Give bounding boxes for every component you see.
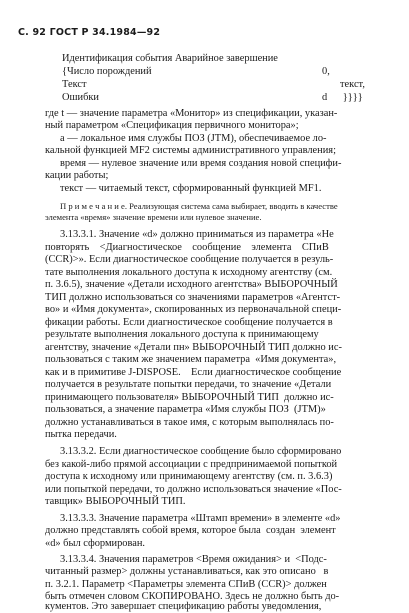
paragraph-line: агентству, значение «Детали пн» ВЫБОРОЧНЫЙ ТИП должно ис- [45,342,342,353]
paragraph-line: доступа к исходному или принимающему агентству (см. п. 3.6.3) [45,471,333,482]
paragraph-line: кументов. Это завершает спецификацию работы уведомления, [45,601,322,612]
paragraph-line: 3.13.3.4. Значения параметров <Время ожидания> и <Подс- [60,554,327,565]
paragraph-line: повторять <Диагностическое сообщение элемента СПиВ [45,242,329,253]
paragraph-line: принимающего пользователя» ВЫБОРОЧНЫЙ ТИП должно ис- [45,392,334,403]
paragraph-line: пытка передачи. [45,429,117,440]
definition-line: время — нулевое значение или время создания новой специфи- [60,158,342,169]
note-line: элемента «время» значение времени или нулевое значение. [45,212,262,222]
event-title: Идентификация события Аварийное завершение [62,53,278,64]
paragraph-line: во» и «Имя документа», скопированных из первоначальной специ- [45,304,342,315]
paragraph-line: быть отмечен словом СКОПИРОВАНО. Здесь не должно быть до- [45,591,340,602]
paragraph-line: 3.13.3.3. Значение параметра «Штамп времени» в элементе «d» [60,513,341,524]
paragraph-line: ТИП должно использоваться со значениями параметров «Агентст- [45,292,341,303]
paragraph-line: без какой-либо прямой ассоциации с предпринимаемой попыткой [45,459,338,470]
paragraph-line: «d» был сформирован. [45,538,146,549]
paragraph-line: читанный размер> должны устанавливаться, как это описано в [45,566,329,577]
event-row-label: {Число порождений [62,66,152,77]
paragraph-line: получается в результате попытки передачи, то значение «Детали [45,379,332,390]
page-header: С. 92 ГОСТ Р 34.1984—92 [18,27,161,38]
definition-line: ный параметром «Спецификация первичного монитора»; [45,120,299,131]
paragraph-line: пользоваться с таким же значением параметра «Имя документа», [45,354,337,365]
paragraph-line: или попыткой передачи, то должно использоваться значение «Пос- [45,484,342,495]
definition-line: где t — значение параметра «Монитор» из спецификации, указан- [45,108,338,119]
paragraph-line: тате выполнения локального доступа к исходному агентству (см. [45,267,333,278]
paragraph-line: пользоваться, а значение параметра «Имя службы ПОЗ (JTM)» [45,404,326,415]
paragraph-line: фикации работы. Если диагностическое сообщение получается в [45,317,333,328]
event-row-label: Текст [62,79,87,90]
definition-line: а — локальное имя службы ПОЗ (JTM), обеспечиваемое ло- [60,133,327,144]
event-row-value: d }}}} [322,92,363,103]
paragraph-line: тавщик» ВЫБОРОЧНЫЙ ТИП. [45,496,186,507]
paragraph-line: 3.13.3.2. Если диагностическое сообщение было сформировано [60,446,342,457]
paragraph-line: должно представлять собой время, которое была создан элемент [45,525,336,536]
definition-line: кации работы; [45,170,109,181]
paragraph-line: как и в примитиве J-DISPOSE. Если диагностическое сообщение [45,367,342,378]
event-row-value: текст, [340,79,365,90]
paragraph-line: п. 3.6.5), значение «Детали исходного агентства» ВЫБОРОЧНЫЙ [45,279,338,290]
paragraph-line: 3.13.3.1. Значение «d» должно приниматься из параметра «Не [60,229,334,240]
event-row-value: 0, [322,66,330,77]
definition-line: кальной функцией MF2 системы административного управления; [45,145,336,156]
definition-line: текст — читаемый текст, сформированный функцией MF1. [60,183,322,194]
paragraph-line: результате выполнения локального доступа к принимающему [45,329,319,340]
event-row-label: Ошибки [62,92,99,103]
paragraph-line: (CCR)>». Если диагностическое сообщение получается в резуль- [45,254,334,265]
paragraph-line: п. 3.2.1. Параметр <Параметры элемента СПиВ (CCR)> должен [45,579,327,590]
paragraph-line: должно устанавливаться в такое имя, с которым выполнялась по- [45,417,334,428]
note-line: П р и м е ч а н и е. Реализующая система сама выбирает, вводить в качестве [60,201,338,211]
